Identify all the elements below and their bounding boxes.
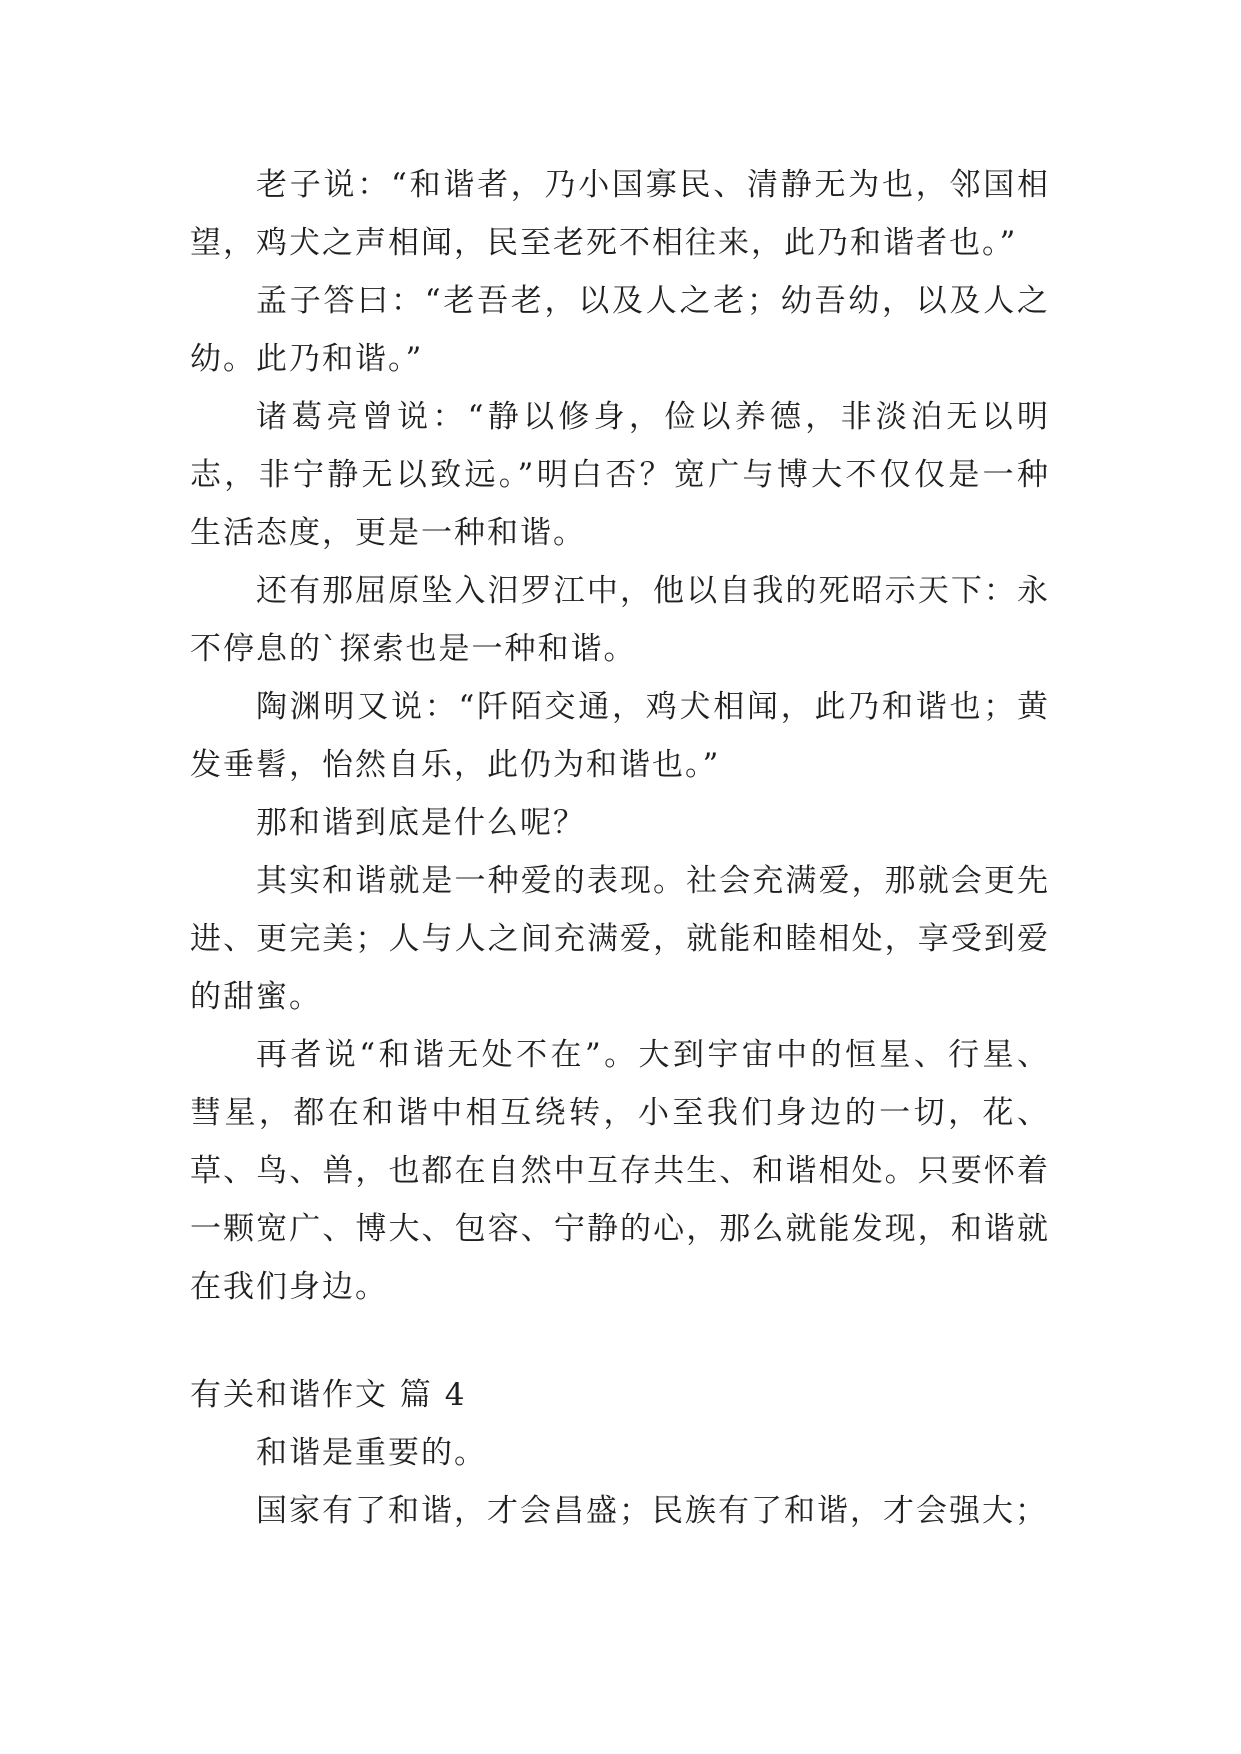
paragraph-zhuge-liang: 诸葛亮曾说：“静以修身，俭以养德，非淡泊无以明志，非宁静无以致远。”明白否？宽广与博大不仅仅是一种生活态度，更是一种和谐。 (190, 399, 1050, 551)
paragraph-everywhere: 再者说“和谐无处不在”。大到宇宙中的恒星、行星、彗星，都在和谐中相互绕转，小至我们身边的一切，花、草、鸟、兽，也都在自然中互存共生、和谐相处。只要怀着一颗宽广、博大、包容、宁静的心，那么就能发现，和谐就在我们身边。 (190, 1037, 1050, 1305)
document-body (190, 156, 1050, 1540)
paragraph-question: 那和谐到底是什么呢？ (256, 805, 586, 841)
paragraph-mengzi: 孟子答曰：“老吾老，以及人之老；幼吾幼，以及人之幼。此乃和谐。” (190, 283, 1050, 377)
paragraph-important: 和谐是重要的。 (256, 1435, 487, 1471)
section-heading: 有关和谐作文 篇 4 (190, 1377, 467, 1413)
paragraph-tao-yuanming: 陶渊明又说：“阡陌交通，鸡犬相闻，此乃和谐也；黄发垂髫，怡然自乐，此仍为和谐也。” (190, 689, 1050, 783)
section-gap (190, 1316, 1050, 1366)
paragraph-laozi: 老子说：“和谐者，乃小国寡民、清静无为也，邻国相望，鸡犬之声相闻，民至老死不相往来，此乃和谐者也。” (190, 167, 1050, 261)
paragraph-qu-yuan: 还有那屈原坠入汨罗江中，他以自我的死昭示天下：永不停息的`探索也是一种和谐。 (190, 573, 1050, 667)
paragraph-love: 其实和谐就是一种爱的表现。社会充满爱，那就会更先进、更完美；人与人之间充满爱，就能和睦相处，享受到爱的甜蜜。 (190, 863, 1050, 1015)
paragraph-nation: 国家有了和谐，才会昌盛；民族有了和谐，才会强大； (256, 1493, 1048, 1529)
